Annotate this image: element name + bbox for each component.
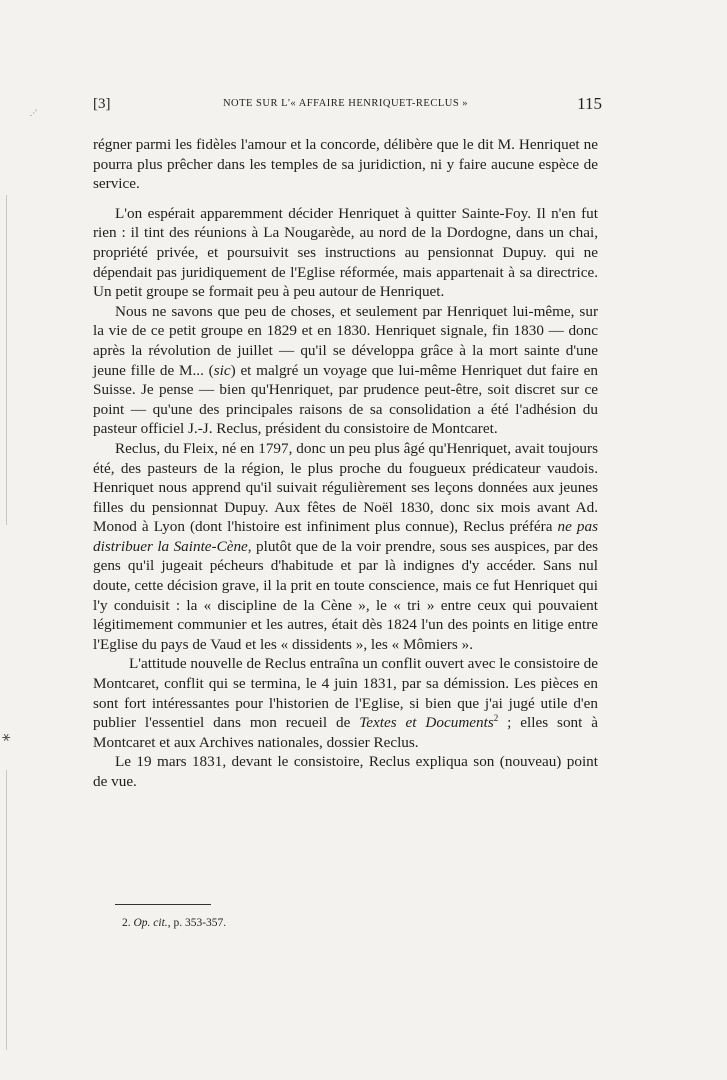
paragraph: Nous ne savons que peu de choses, et seulement par Henriquet lui-même, sur la vie de ce petit groupe en 1829 et en 1830. Henriquet signale, fin 1830 — donc après la révolution de juillet — qu'il se développa grâce à la mort sainte d'une jeune fille de M... (sic) et malgré un voyage que lui-même Henriquet dut faire en Suisse. Je pense — bien qu'Henriquet, par prudence peut-être, soit discret sur ce point — qu'une des principales raisons de sa consolidation a été l'adhésion du pasteur officiel J.-J. Reclus, président du consistoire de Montcaret. — [93, 302, 598, 438]
section-number: [3] — [93, 96, 111, 112]
footnote-ref: 2 — [493, 713, 499, 724]
footnote — [122, 917, 226, 929]
italic-text: Textes et Documents — [359, 714, 494, 732]
italic-text: sic — [213, 361, 231, 379]
paragraph: L'attitude nouvelle de Reclus entraîna un conflit ouvert avec le consistoire de Montcaret, conflit qui se termina, le 4 juin 1831, par sa démission. Les pièces en sont fort intéressantes pour l'historien de l'Eglise, si bien que j'ai jugé utile d'en publier l'essentiel dans mon recueil de Textes et Documents$^2$ ; elles sont à Montcaret et aux Archives nationales, dossier Reclus. — [93, 655, 598, 751]
margin-tick: .·' — [30, 108, 37, 118]
body-text — [93, 135, 598, 792]
footnote-ref-italic: Op. cit. — [133, 917, 168, 929]
running-title: NOTE SUR L'« AFFAIRE HENRIQUET-RECLUS » — [222, 98, 469, 109]
paragraph: Reclus, du Fleix, né en 1797, donc un peu plus âgé qu'Henriquet, avait toujours été, des pasteurs de la région, le plus proche du fougueux prédicateur vaudois. Henriquet nous apprend qu'il suivait régulièrement ses leçons données aux jeunes filles du pensionnat Dupuy. Aux fêtes de Noël 1830, donc six mois avant Ad. Monod à Lyon (dont l'histoire est infiniment plus connue), Reclus préféra ne pas distribuer la Sainte-Cène, plutôt que de la voir prendre, sous ses auspices, par des gens qu'il jugeait pécheurs d'habitude et par là indignes d'y accéder. Sans nul doute, cette décision grave, il la prit en toute conscience, mais ce fut Henriquet qui l'y conduisit : la « discipline de la Cène », le « tri » entre ceux qui pouvaient légitimement communier et les autres, était dès 1824 l'un des points en litige entre l'Eglise du pays de Vaud et les « dissidents », les « Mômiers ». — [93, 439, 599, 653]
margin-mark-icon: ⚹ — [2, 730, 11, 745]
paragraph: Le 19 mars 1831, devant le consistoire, Reclus expliqua son (nouveau) point de vue. — [93, 753, 598, 790]
margin-rule — [6, 195, 7, 525]
margin-rule — [6, 770, 7, 1050]
page-number: 115 — [577, 94, 602, 113]
italic-text: ne pas distribuer la Sainte-Cène — [93, 518, 599, 555]
footnote-text: , p. 353-357. — [167, 917, 227, 929]
footnote-separator — [115, 904, 211, 905]
paragraph: L'on espérait apparemment décider Henriquet à quitter Sainte-Foy. Il n'en fut rien : il tint des réunions à La Nougarède, au nord de la Dordogne, dans un chai, propriété privée, et poursuivit ses instructions au pensionnat Dupuy. qui ne dépendait pas juridiquement de l'Eglise réformée, mais appartenait à sa directrice. Un petit groupe se formait peu à peu autour de Henriquet. — [93, 204, 598, 301]
footnote-number: 2. — [122, 917, 131, 929]
running-header — [93, 94, 602, 116]
paragraph: régner parmi les fidèles l'amour et la concorde, délibère que le dit M. Henriquet ne pourra plus prêcher dans les temples de sa juridiction, ni y faire aucune espèce de service. — [93, 136, 598, 193]
